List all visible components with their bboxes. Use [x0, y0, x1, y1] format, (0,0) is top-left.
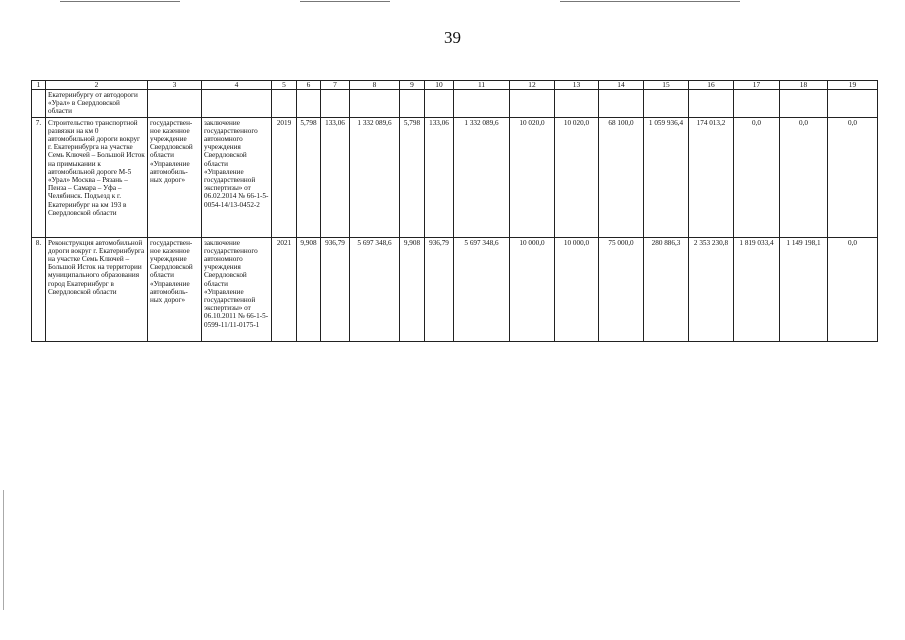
value-cell: 10 000,0 [510, 237, 555, 341]
value-cell: 10 000,0 [555, 237, 599, 341]
value-cell: 1 059 936,4 [644, 117, 689, 237]
row-number: 7. [32, 117, 46, 237]
value-cell: 2 353 230,8 [689, 237, 734, 341]
continued-object-name: Екатеринбургу от автодороги «Урал» в Свердловской области [46, 90, 148, 118]
column-number: 18 [780, 81, 828, 90]
column-number: 3 [148, 81, 202, 90]
empty-cell [32, 90, 46, 118]
value-cell: 9,908 [297, 237, 321, 341]
value-cell: 0,0 [828, 117, 878, 237]
column-number: 16 [689, 81, 734, 90]
value-cell: 5,798 [297, 117, 321, 237]
empty-cell [510, 90, 555, 118]
column-number: 8 [350, 81, 400, 90]
scan-artifact-line [300, 1, 390, 2]
value-cell: 1 819 033,4 [734, 237, 780, 341]
column-number: 15 [644, 81, 689, 90]
value-cell: 9,908 [400, 237, 425, 341]
empty-cell [734, 90, 780, 118]
value-cell: 10 020,0 [555, 117, 599, 237]
value-cell: 174 013,2 [689, 117, 734, 237]
customer: государствен-ное казенное учреждение Свердловской области «Управление автомобиль-ных дорог» [148, 117, 202, 237]
customer: государствен-ное казенное учреждение Свердловской области «Управление автомобиль-ных дорог» [148, 237, 202, 341]
empty-cell [148, 90, 202, 118]
column-number-row [32, 81, 878, 90]
empty-cell [202, 90, 272, 118]
object-name: Строительство транспортной развязки на км 0 автомобильной дороги вокруг г. Екатеринбурга на участке Семь Ключей – Большой Исток на примыкании к автомобильной дороге М-5 «Урал» Москва – Рязань – Пенза – Самара – Уфа – Челябинск. Подъезд к г. Екатеринбург на км 193 в Свердловской области [46, 117, 148, 237]
empty-cell [321, 90, 350, 118]
value-cell: 133,06 [425, 117, 454, 237]
column-number: 10 [425, 81, 454, 90]
value-cell: 936,79 [321, 237, 350, 341]
year-cell: 2021 [272, 237, 297, 341]
register-table [31, 80, 878, 342]
empty-cell [400, 90, 425, 118]
scan-artifact-edge [3, 490, 4, 610]
column-number: 1 [32, 81, 46, 90]
object-name: Реконструкция автомобильной дороги вокруг г. Екатеринбурга на участке Семь Ключей – Большой Исток на территории муниципального образования город Екатеринбург в Свердловской области [46, 237, 148, 341]
empty-cell [644, 90, 689, 118]
column-number: 9 [400, 81, 425, 90]
continuation-row [32, 90, 878, 118]
column-number: 14 [599, 81, 644, 90]
value-cell: 1 149 198,1 [780, 237, 828, 341]
empty-cell [425, 90, 454, 118]
year-cell: 2019 [272, 117, 297, 237]
column-number: 13 [555, 81, 599, 90]
value-cell: 75 000,0 [599, 237, 644, 341]
value-cell: 280 886,3 [644, 237, 689, 341]
value-cell: 0,0 [780, 117, 828, 237]
empty-cell [297, 90, 321, 118]
table-row [32, 237, 878, 341]
empty-cell [454, 90, 510, 118]
column-number: 2 [46, 81, 148, 90]
expertise-conclusion: заключение государственного автономного учреждения Свердловской области «Управление государственной экспертизы» от 06.02.2014 № 66-1-5-0054-14/13-0452-2 [202, 117, 272, 237]
value-cell: 5 697 348,6 [454, 237, 510, 341]
value-cell: 1 332 089,6 [454, 117, 510, 237]
value-cell: 0,0 [828, 237, 878, 341]
value-cell: 5 697 348,6 [350, 237, 400, 341]
value-cell: 0,0 [734, 117, 780, 237]
expertise-conclusion: заключение государственного автономного учреждения Свердловской области «Управление государственной экспертизы» от 06.10.2011 № 66-1-5-0599-11/11-0175-1 [202, 237, 272, 341]
empty-cell [350, 90, 400, 118]
empty-cell [689, 90, 734, 118]
empty-cell [780, 90, 828, 118]
column-number: 12 [510, 81, 555, 90]
value-cell: 68 100,0 [599, 117, 644, 237]
scan-artifact-line [560, 1, 740, 2]
empty-cell [599, 90, 644, 118]
empty-cell [555, 90, 599, 118]
column-number: 4 [202, 81, 272, 90]
value-cell: 1 332 089,6 [350, 117, 400, 237]
column-number: 7 [321, 81, 350, 90]
table-row [32, 117, 878, 237]
value-cell: 936,79 [425, 237, 454, 341]
value-cell: 133,06 [321, 117, 350, 237]
column-number: 5 [272, 81, 297, 90]
value-cell: 10 020,0 [510, 117, 555, 237]
page-number: 39 [444, 28, 461, 47]
empty-cell [272, 90, 297, 118]
value-cell: 5,798 [400, 117, 425, 237]
column-number: 19 [828, 81, 878, 90]
column-number: 6 [297, 81, 321, 90]
column-number: 11 [454, 81, 510, 90]
row-number: 8. [32, 237, 46, 341]
empty-cell [828, 90, 878, 118]
column-number: 17 [734, 81, 780, 90]
scan-artifact-line [60, 1, 180, 2]
